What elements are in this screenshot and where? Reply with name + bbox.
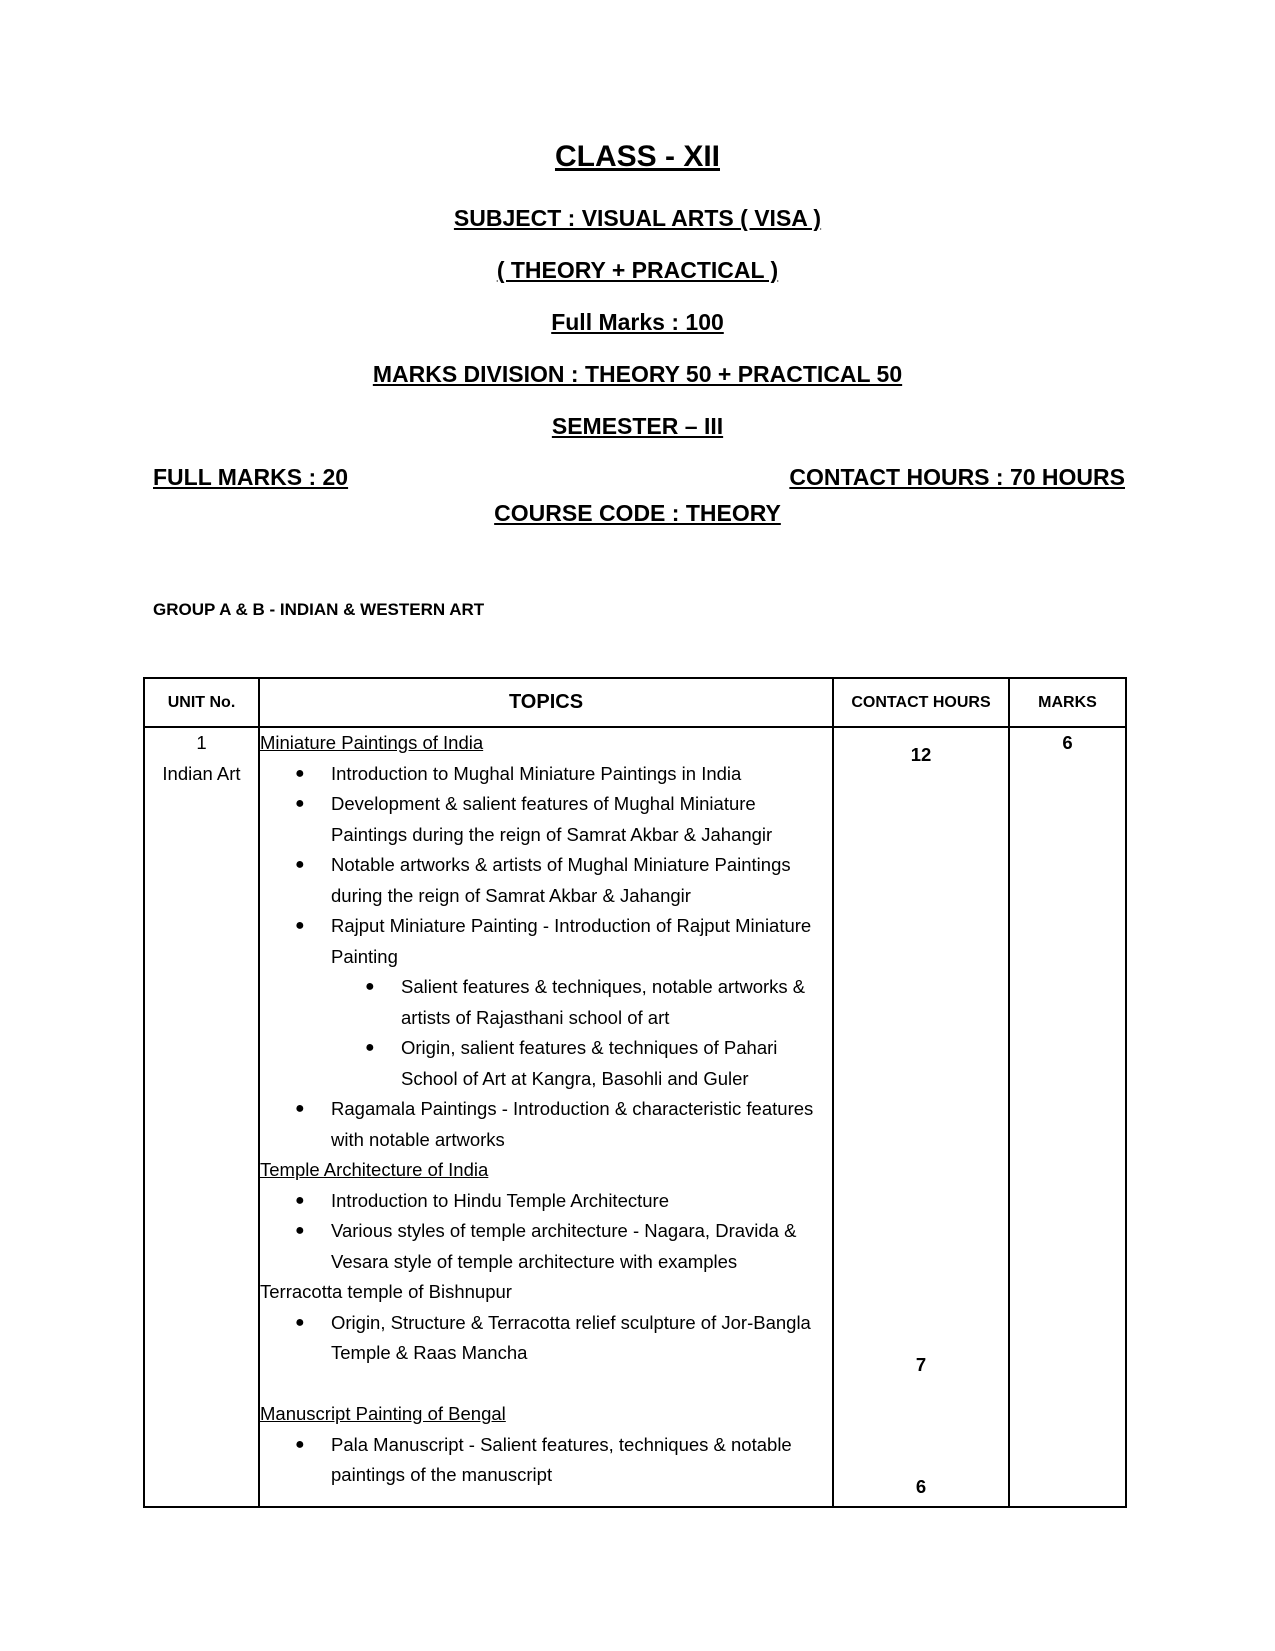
bullet-icon: ● xyxy=(295,1222,305,1239)
section-title: Temple Architecture of India xyxy=(260,1159,489,1180)
contact-hours-heading: CONTACT HOURS : 70 HOURS xyxy=(789,464,1125,490)
bullet-icon: ● xyxy=(295,1313,305,1331)
bullet-icon: ● xyxy=(295,917,305,934)
hours-header: CONTACT HOURS xyxy=(833,678,1009,727)
unit-cell xyxy=(144,727,259,1507)
marks-header: MARKS xyxy=(1009,678,1126,727)
full-marks-heading: Full Marks : 100 xyxy=(551,309,724,335)
semester-heading: SEMESTER – III xyxy=(551,413,724,439)
sub-topic-list xyxy=(331,972,832,1094)
hours-value: 6 xyxy=(915,1476,927,1497)
topic-list xyxy=(260,759,832,1156)
list-item: ● Development & salient features of Mughal Miniature Paintings during the reign of Samrat Akbar & Jahangir xyxy=(260,789,832,850)
bullet-icon: ● xyxy=(365,978,375,995)
course-code-heading: COURSE CODE : THEORY xyxy=(494,500,781,526)
list-item: ● Rajput Miniature Painting - Introduction of Rajput Miniature Painting ● Salient features & techniques, notable artworks & artists of Rajasthani school of art ● Origin, salient features & techniques of Pahari School of Art at Kangra, Basohli and Guler xyxy=(260,911,832,1094)
list-item: ● Origin, salient features & techniques of Pahari School of Art at Kangra, Basohli and Guler xyxy=(260,1033,832,1094)
hours-value: 7 xyxy=(915,1354,927,1375)
unit-number: 1 xyxy=(196,732,207,753)
list-item: ● Various styles of temple architecture - Nagara, Dravida & Vesara style of temple architecture with examples xyxy=(260,1216,832,1277)
unit-name: Indian Art xyxy=(162,762,241,784)
class-heading: CLASS - XII xyxy=(554,140,720,173)
section-title: Manuscript Painting of Bengal xyxy=(260,1403,506,1424)
hours-cell xyxy=(833,727,1009,1507)
list-item: ● Salient features & techniques, notable artworks & artists of Rajasthani school of art xyxy=(260,972,832,1033)
bullet-icon: ● xyxy=(295,1191,305,1209)
group-title: GROUP A & B - INDIAN & WESTERN ART xyxy=(153,600,485,619)
section-title: Terracotta temple of Bishnupur xyxy=(260,1281,512,1302)
section-title: Miniature Paintings of India xyxy=(260,732,484,753)
theory-practical-heading: ( THEORY + PRACTICAL ) xyxy=(496,257,779,283)
marks-division-heading: MARKS DIVISION : THEORY 50 + PRACTICAL 50 xyxy=(372,361,903,387)
bullet-icon: ● xyxy=(295,1435,305,1453)
hours-value: 12 xyxy=(910,744,932,765)
bullet-icon: ● xyxy=(295,764,305,782)
bullet-icon: ● xyxy=(295,1100,305,1117)
topic-list xyxy=(260,1308,832,1369)
marks-cell xyxy=(1009,727,1126,1507)
list-item: ● Introduction to Mughal Miniature Paintings in India xyxy=(260,759,832,790)
list-item: ● Ragamala Paintings - Introduction & characteristic features with notable artworks xyxy=(260,1094,832,1155)
topics-header: TOPICS xyxy=(259,678,833,727)
list-item: ● Introduction to Hindu Temple Architecture xyxy=(260,1186,832,1217)
bullet-icon: ● xyxy=(295,795,305,812)
table-header-row xyxy=(144,678,1126,727)
subject-heading: SUBJECT : VISUAL ARTS ( VISA ) xyxy=(453,205,822,231)
list-item: ● Pala Manuscript - Salient features, techniques & notable paintings of the manuscript xyxy=(260,1430,832,1491)
semester-full-marks: FULL MARKS : 20 xyxy=(153,464,349,490)
topic-list xyxy=(260,1430,832,1491)
syllabus-table xyxy=(143,677,1127,1508)
table-row xyxy=(144,727,1126,1507)
unit-header: UNIT No. xyxy=(144,678,259,727)
bullet-icon: ● xyxy=(295,856,305,873)
marks-value: 6 xyxy=(1062,732,1073,753)
list-item: ● Origin, Structure & Terracotta relief sculpture of Jor-Bangla Temple & Raas Mancha xyxy=(260,1308,832,1369)
bullet-icon: ● xyxy=(365,1039,375,1056)
topics-cell xyxy=(259,727,833,1507)
list-item: ● Notable artworks & artists of Mughal Miniature Paintings during the reign of Samrat Akbar & Jahangir xyxy=(260,850,832,911)
topic-list xyxy=(260,1186,832,1278)
